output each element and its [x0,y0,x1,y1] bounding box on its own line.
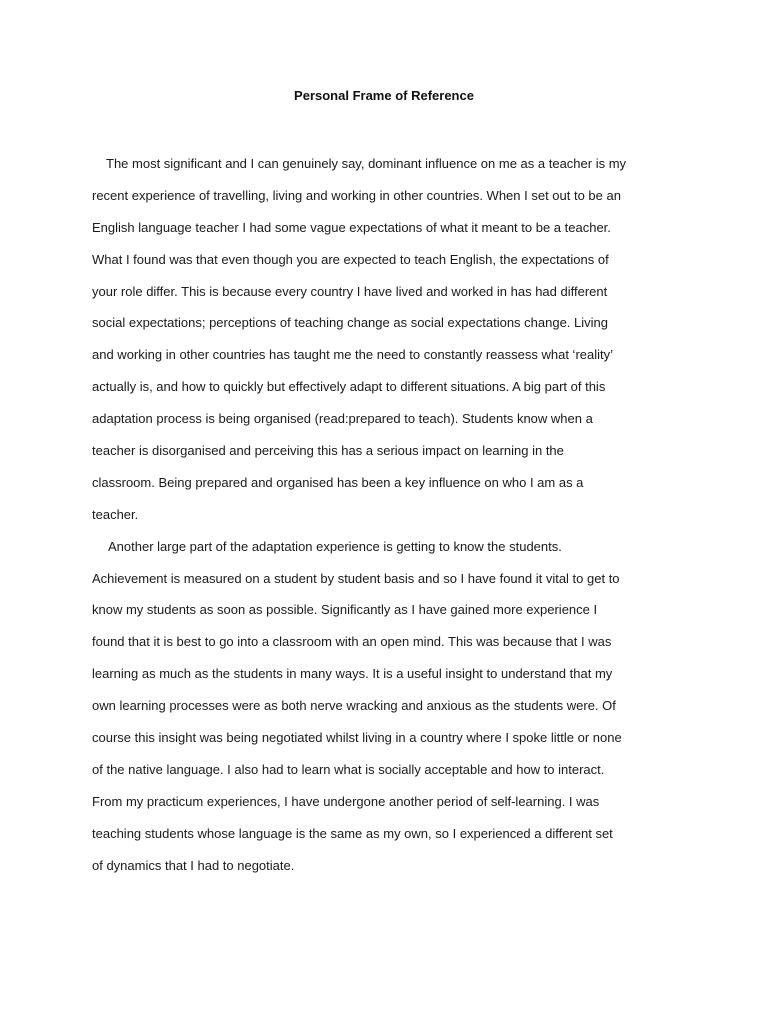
paragraph-2-line: teaching students whose language is the same as my own, so I experienced a different set [92,825,613,841]
paragraph-1-line: social expectations; perceptions of teaching change as social expectations change. Living [92,315,608,331]
paragraph-2-line: own learning processes were as both nerve wracking and anxious as the students were. Of [92,698,616,714]
paragraph-1-line: adaptation process is being organised (read:prepared to teach). Students know when a [92,411,593,427]
document-body [92,148,682,881]
paragraph-2-line: From my practicum experiences, I have undergone another period of self-learning. I was [92,793,600,809]
paragraph-2-line: found that it is best to go into a classroom with an open mind. This was because that I was [92,634,612,650]
paragraph-2-line: course this insight was being negotiated whilst living in a country where I spoke little or none [92,730,622,746]
paragraph-1-line: teacher. [92,506,139,522]
paragraph-2-line: of the native language. I also had to learn what is socially acceptable and how to interact. [92,761,605,777]
paragraph-1-line: What I found was that even though you are expected to teach English, the expectations of [92,251,609,267]
paragraph-2-line: learning as much as the students in many ways. It is a useful insight to understand that my [92,666,613,682]
paragraph-1-line: recent experience of travelling, living and working in other countries. When I set out to be an [92,187,621,203]
paragraph-1-line: teacher is disorganised and perceiving this has a serious impact on learning in the [92,443,564,459]
paragraph-1-line: The most significant and I can genuinely say, dominant influence on me as a teacher is my [106,156,627,171]
document-title: Personal Frame of Reference [294,88,474,103]
paragraph-2-line: of dynamics that I had to negotiate. [92,857,295,873]
paragraph-2-line: Another large part of the adaptation experience is getting to know the students. [108,538,562,554]
paragraph-1-line: and working in other countries has taught me the need to constantly reassess what ‘reality’ [92,347,614,363]
paragraph-2-line: Achievement is measured on a student by student basis and so I have found it vital to get to [92,570,620,586]
paragraph-1-line: actually is, and how to quickly but effectively adapt to different situations. A big part of this [92,379,606,395]
paragraph-2-line: know my students as soon as possible. Significantly as I have gained more experience I [92,602,598,618]
paragraph-1-line: your role differ. This is because every country I have lived and worked in has had different [92,283,608,299]
paragraph-1-line: English language teacher I had some vague expectations of what it meant to be a teacher. [92,219,611,235]
paragraph-1-line: classroom. Being prepared and organised has been a key influence on who I am as a [92,474,584,490]
